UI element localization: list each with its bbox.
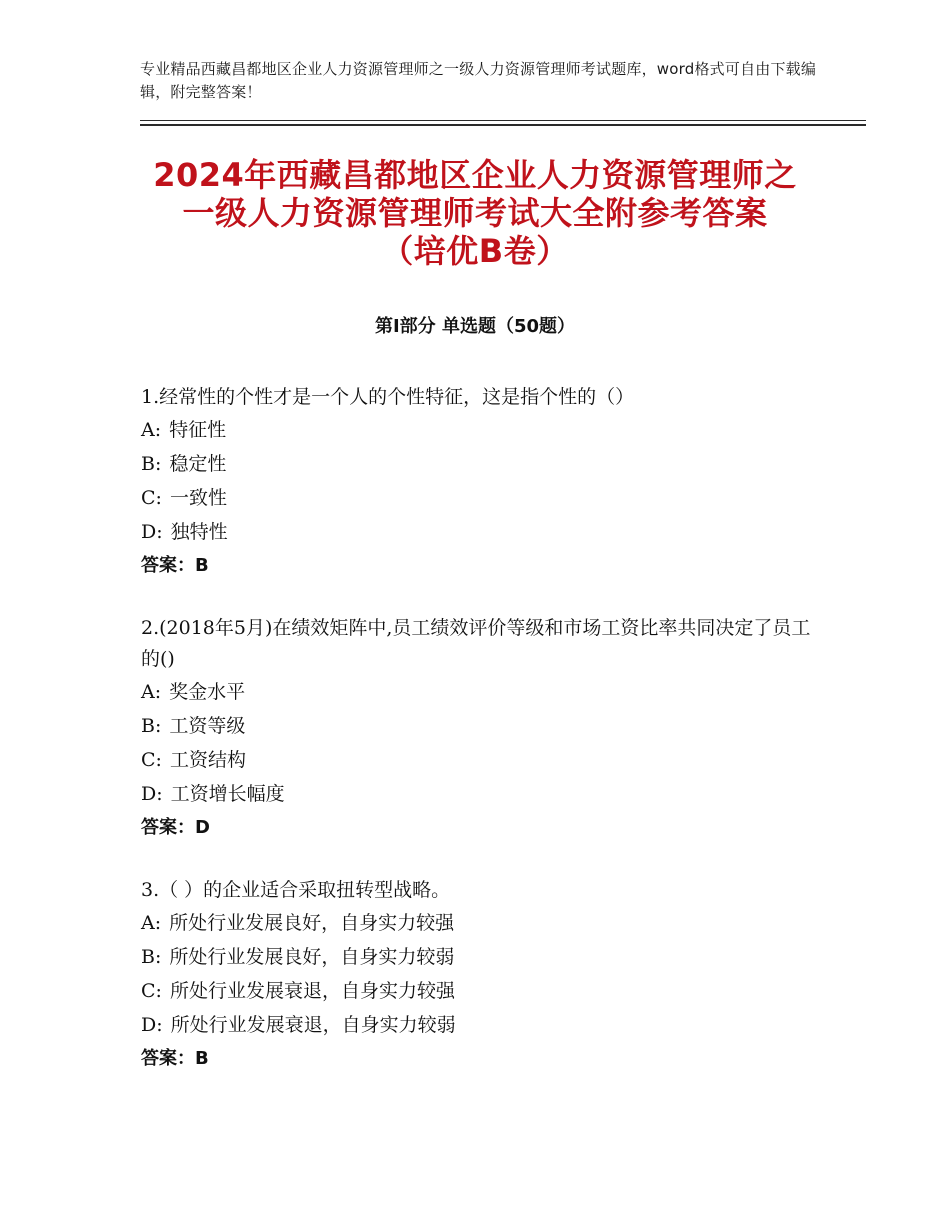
option-letter: A: bbox=[141, 912, 162, 934]
question-stem: 1.经常性的个性才是一个人的个性特征，这是指个性的（） bbox=[141, 386, 635, 408]
question-stem: 2.(2018年5月)在绩效矩阵中,员工绩效评价等级和市场工资比率共同决定了员工的() bbox=[141, 617, 811, 670]
option-b bbox=[141, 709, 821, 743]
question-1 bbox=[141, 382, 821, 583]
option-text: 稳定性 bbox=[169, 453, 227, 475]
question-list bbox=[141, 382, 821, 1106]
option-text: 工资等级 bbox=[169, 715, 246, 737]
option-letter: D: bbox=[141, 1014, 163, 1036]
section-heading: 第Ⅰ部分 单选题（50题） bbox=[374, 316, 575, 337]
option-text: 工资结构 bbox=[169, 749, 246, 771]
answer-value: B bbox=[195, 555, 209, 576]
option-text: 所处行业发展衰退，自身实力较强 bbox=[169, 980, 455, 1002]
option-letter: C: bbox=[141, 749, 162, 771]
option-b bbox=[141, 940, 821, 974]
option-letter: B: bbox=[141, 453, 162, 475]
question-stem: 3.（ ）的企业适合采取扭转型战略。 bbox=[141, 879, 451, 901]
option-letter: A: bbox=[141, 681, 162, 703]
option-text: 所处行业发展良好，自身实力较弱 bbox=[169, 946, 455, 968]
header-divider-thick bbox=[140, 124, 866, 126]
question-3 bbox=[141, 875, 821, 1076]
option-text: 所处行业发展衰退，自身实力较弱 bbox=[170, 1014, 456, 1036]
option-letter: A: bbox=[141, 419, 162, 441]
title-line-2: 一级人力资源管理师考试大全附参考答案 bbox=[182, 194, 768, 232]
header-note: 专业精品西藏昌都地区企业人力资源管理师之一级人力资源管理师考试题库，word格式可自由下载编辑，附完整答案！ bbox=[140, 60, 817, 101]
option-c bbox=[141, 974, 821, 1008]
option-letter: C: bbox=[141, 487, 162, 509]
answer-label: 答案： bbox=[141, 555, 195, 576]
option-text: 奖金水平 bbox=[169, 681, 246, 703]
option-letter: D: bbox=[141, 783, 163, 805]
option-c bbox=[141, 743, 821, 777]
option-b bbox=[141, 447, 821, 481]
option-c bbox=[141, 481, 821, 515]
option-text: 特征性 bbox=[169, 419, 227, 441]
answer-label: 答案： bbox=[141, 1048, 195, 1069]
question-2 bbox=[141, 613, 821, 845]
answer-value: B bbox=[195, 1048, 209, 1069]
answer-label: 答案： bbox=[141, 817, 195, 838]
answer-line bbox=[141, 1042, 821, 1076]
answer-line bbox=[141, 549, 821, 583]
header-divider-thin bbox=[140, 120, 866, 121]
option-a bbox=[141, 906, 821, 940]
option-d bbox=[141, 1008, 821, 1042]
option-letter: D: bbox=[141, 521, 163, 543]
option-text: 一致性 bbox=[169, 487, 227, 509]
option-letter: C: bbox=[141, 980, 162, 1002]
answer-value: D bbox=[195, 817, 210, 838]
answer-line bbox=[141, 811, 821, 845]
option-text: 工资增长幅度 bbox=[170, 783, 285, 805]
option-letter: B: bbox=[141, 946, 162, 968]
option-a bbox=[141, 413, 821, 447]
option-d bbox=[141, 515, 821, 549]
option-a bbox=[141, 675, 821, 709]
document-title bbox=[100, 156, 850, 270]
option-text: 所处行业发展良好，自身实力较强 bbox=[169, 912, 455, 934]
option-letter: B: bbox=[141, 715, 162, 737]
option-d bbox=[141, 777, 821, 811]
option-text: 独特性 bbox=[170, 521, 228, 543]
title-line-1: 2024年西藏昌都地区企业人力资源管理师之 bbox=[153, 156, 797, 194]
title-line-3: （培优B卷） bbox=[381, 232, 569, 270]
